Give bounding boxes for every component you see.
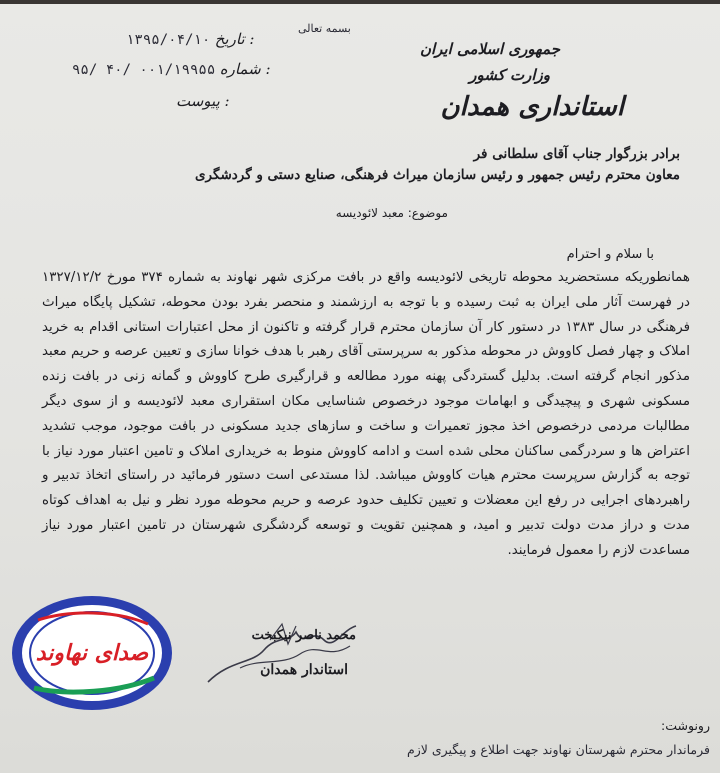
letterhead-country: جمهوری اسلامی ایران [419,40,560,58]
date-label: تاریخ : [214,30,255,48]
date-row [118,30,254,48]
recipient-name: برادر بزرگوار جناب آقای سلطانی فر [473,146,680,162]
letterhead-governorate: استانداری همدان [440,92,624,122]
greeting: با سلام و احترام [566,247,654,262]
cc-line: فرماندار محترم شهرستان نهاوند جهت اطلاع و پیگیری لازم [406,742,710,757]
attachment-label: پیوست : [176,92,230,110]
attachment-row [176,92,230,110]
logo-text: صدای نهاوند [35,640,149,666]
signature-block [200,620,370,690]
subject-line: موضوع: معبد لائودیسه [335,206,448,220]
letter-body: همانطوریکه مستحضرید محوطه تاریخی لائودیسه واقع در بافت مرکزی شهر نهاوند به شماره ۳۷۴ مورخ ۱۳۲۷/۱۲/۲ در فهرست آثار ملی ایران به ثبت رسیده و با توجه به ارزشمند و منحصر بفرد بودن محوطه، تشکیل پایگاه میراث فرهنگی در سال ۱۳۸۳ در دستور کار آن سازمان محترم قرار گرفته و تاکنون از محل اعتبارات استانی اقدام به خرید املاک و چهار فصل کاووش در محوطه مذکور به سرپرستی آقای رهبر با هدف خوانا سازی و تعیین عرصه و حریم معبد مذکور انجام گرفته است. بدلیل گستردگی پهنه مورد مطالعه و قرارگیری طرح کاووش و گمانه زنی در بافت زنده مسکونی شهری و پیچیدگی و ابهامات موجود درخصوص شناسایی مکان استقراری معبد لائودیسه و از سوی دیگر مطالبات مردمی درخصوص اخذ مجوز تعمیرات و ساخت و سازهای جدید مسکونی در بافت موجود، موجب تشدید اعتراض ها و سردرگمی ساکنان محلی شده است و ادامه کاووش منوط به خریداری املاک و تامین اعتبار مورد نیاز با توجه به گزارش سرپرست محترم هیات کاووش میباشد. لذا مستدعی است دستور فرمائید در راستای اتخاذ تدبیر و راهبردهای اجرایی در رفع این معضلات و تعیین تکلیف حدود عرصه و حریم محوطه مورد نظر و نیل به اهداف کوتاه مدت و دراز مدت دولت تدبیر و امید، و همچنین تقویت و توسعه گردشگری شهرستان در تامین اعتبار مورد نیاز مساعدت لازم را معمول فرمایند. [42,270,690,558]
number-label: شماره : [219,60,271,78]
scan-edge [0,0,720,4]
number-value: ۹۵/ ۴۰/ ۰۰۱/۱۹۹۵۵ [72,62,216,78]
signatory-name: محمد ناصر نیکبخت [251,628,356,643]
recipient-title: معاون محترم رئیس جمهور و رئیس سازمان میراث فرهنگی، صنایع دستی و گردشگری [194,167,680,183]
letterhead-ministry: وزارت کشور [469,66,550,84]
number-row [64,60,271,78]
date-value: ۱۳۹۵/۰۴/۱۰ [126,32,211,48]
cc-label: رونوشت: [661,718,710,733]
top-note: بسمه تعالی [298,22,351,35]
signatory-title: استاندار همدان [260,662,348,678]
